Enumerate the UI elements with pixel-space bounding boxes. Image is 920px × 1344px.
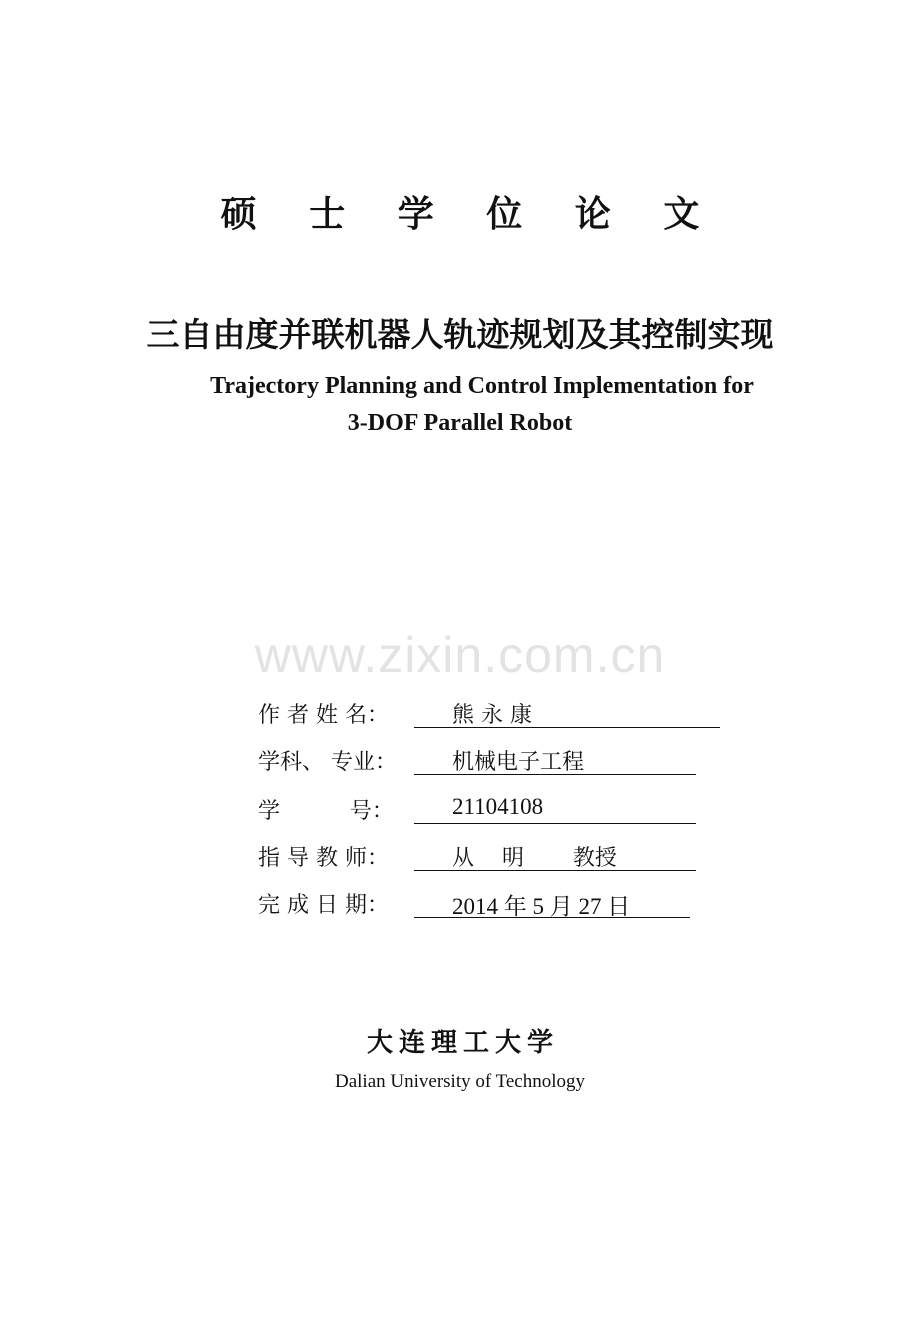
date-value: 2014 年 5 月 27 日 bbox=[452, 894, 631, 919]
student-id-field bbox=[414, 794, 696, 824]
thesis-title-chinese: 三自由度并联机器人轨迹规划及其控制实现 bbox=[146, 315, 774, 354]
watermark: www.zixin.com.cn bbox=[254, 627, 666, 683]
thesis-title-english-line1: Trajectory Planning and Control Implementation for bbox=[210, 373, 754, 399]
university-name-chinese: 大连理工大学 bbox=[366, 1028, 559, 1058]
author-field bbox=[414, 698, 720, 728]
degree-title: 硕 士 学 位 论 文 bbox=[220, 194, 720, 235]
thesis-title-english-line2: 3-DOF Parallel Robot bbox=[347, 410, 573, 436]
date-field bbox=[414, 888, 690, 918]
university-name-english: Dalian University of Technology bbox=[334, 1071, 585, 1092]
major-label: 学科、 专业： bbox=[258, 750, 397, 775]
author-value: 熊 永 康 bbox=[452, 703, 532, 728]
major-value: 机械电子工程 bbox=[452, 750, 585, 775]
advisor-label: 指 导 教 师： bbox=[258, 846, 389, 871]
thesis-title-english bbox=[0, 368, 920, 442]
date-label: 完 成 日 期： bbox=[258, 893, 389, 918]
advisor-value: 从 明 教授 bbox=[452, 846, 617, 871]
student-id-value: 21104108 bbox=[452, 794, 544, 819]
student-id-label: 学 号： bbox=[258, 799, 394, 824]
major-field bbox=[414, 745, 696, 775]
advisor-field bbox=[414, 841, 696, 871]
author-label: 作 者 姓 名： bbox=[258, 703, 389, 728]
